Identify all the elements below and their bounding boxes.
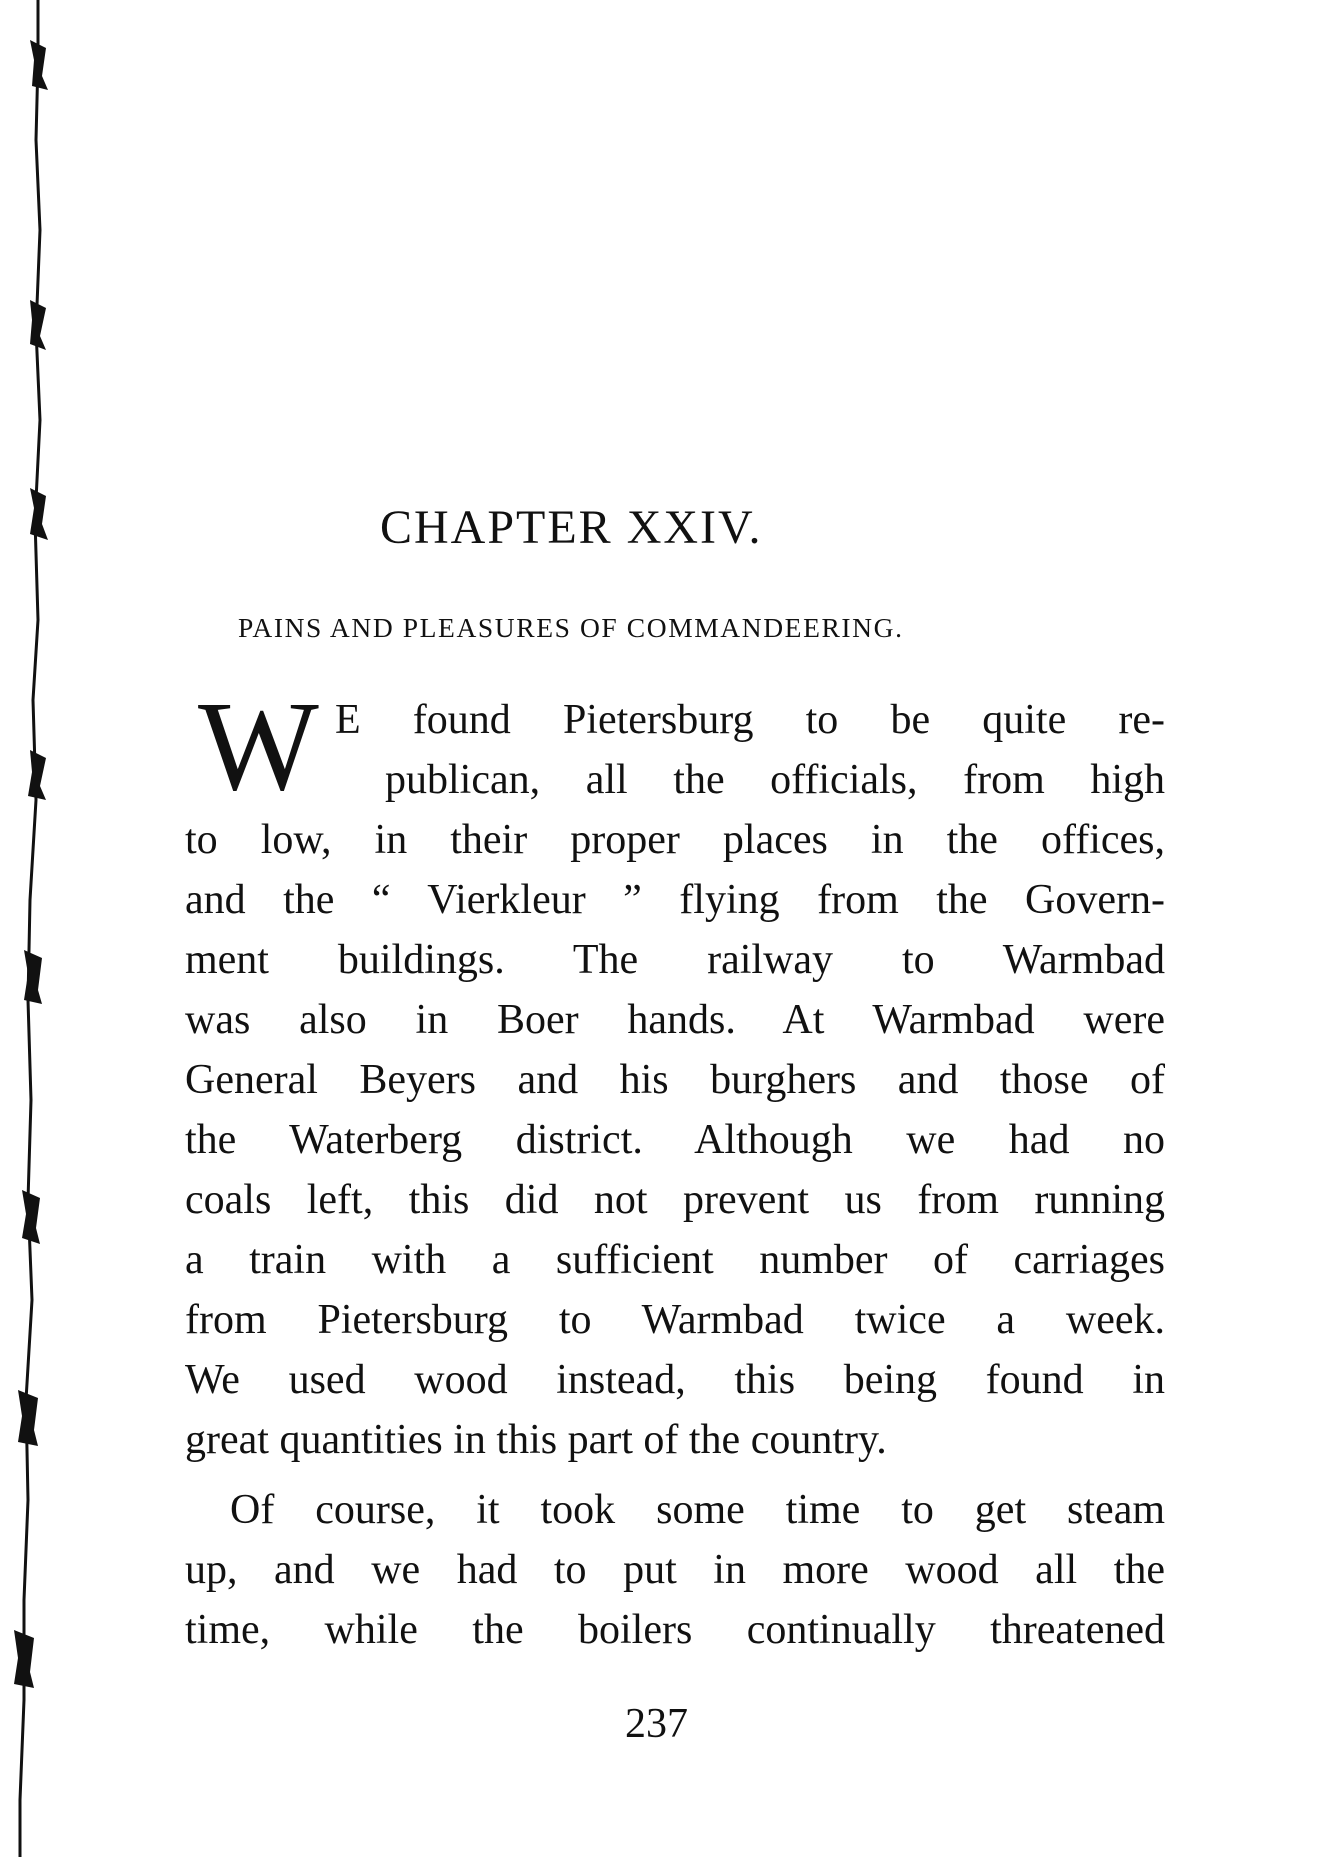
drop-cap: W: [198, 675, 319, 817]
text-line: ment buildings. The railway to Warmbad: [185, 937, 1165, 983]
text-line: a train with a sufficient number of carriages: [185, 1237, 1165, 1283]
text-line: the Waterberg district. Although we had no: [185, 1117, 1165, 1163]
text-line: General Beyers and his burghers and those of: [185, 1057, 1165, 1103]
text-line: was also in Boer hands. At Warmbad were: [185, 997, 1165, 1043]
text-line: to low, in their proper places in the offices,: [185, 817, 1165, 863]
text-line: up, and we had to put in more wood all the: [185, 1547, 1165, 1593]
chapter-heading: CHAPTER XXIV.: [380, 501, 763, 554]
text-line: E found Pietersburg to be quite re-: [335, 697, 1165, 743]
page-number: 237: [625, 1701, 688, 1747]
text-line: coals left, this did not prevent us from running: [185, 1177, 1165, 1223]
text-line: time, while the boilers continually threatened: [185, 1607, 1165, 1653]
chapter-subtitle: PAINS AND PLEASURES OF COMMANDEERING.: [238, 612, 904, 643]
text-line: Of course, it took some time to get steam: [230, 1487, 1165, 1533]
text-line: from Pietersburg to Warmbad twice a week.: [185, 1297, 1165, 1343]
text-line: and the “ Vierkleur ” flying from the Govern-: [185, 877, 1165, 923]
text-line: great quantities in this part of the country.: [185, 1417, 887, 1463]
text-line: We used wood instead, this being found in: [185, 1357, 1165, 1403]
text-line: publican, all the officials, from high: [385, 757, 1165, 803]
